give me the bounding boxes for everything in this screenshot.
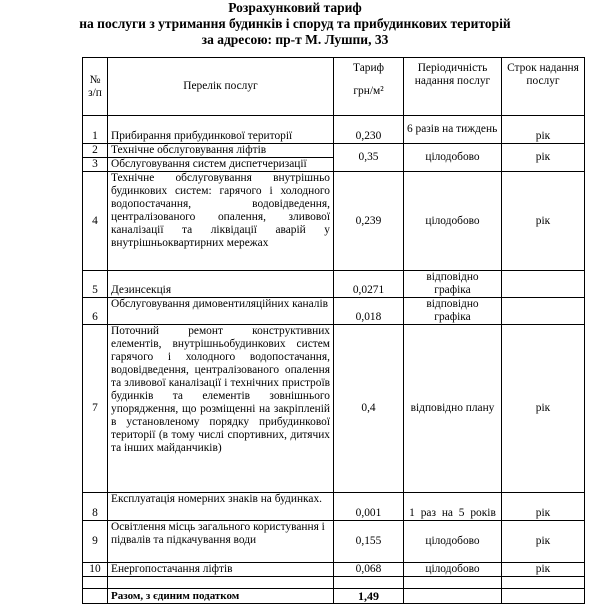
row-term: рік (502, 521, 585, 563)
header-frequency: Періодичність надання послуг (404, 58, 502, 116)
row-term: рік (502, 116, 585, 144)
row-num: 1 (83, 116, 108, 144)
row-service: Технічне обслуговування внутрішньо будинкових систем: гарячого і холодного водопостачання, водовідведення, централізованого опалення, зливової каналізації та ліквідації аварій у внутрішньоквартирних мережах (108, 172, 334, 271)
row-tariff: 0,001 (334, 493, 404, 521)
row-num: 4 (83, 172, 108, 271)
row-frequency: 1 раз на 5 років (404, 493, 502, 521)
row-num: 10 (83, 563, 108, 577)
header-services: Перелік послуг (108, 58, 334, 116)
row-tariff: 0,018 (334, 298, 404, 325)
row-term: рік (502, 325, 585, 493)
row-frequency: цілодобово (404, 563, 502, 577)
row-frequency: відповідно графіка (404, 298, 502, 325)
row-tariff: 0,239 (334, 172, 404, 271)
total-label: Разом, з єдиним податком (108, 589, 334, 604)
row-frequency: 6 разів на тиждень (404, 116, 502, 144)
header-tariff (334, 58, 404, 116)
row-service: Дезинсекція (108, 271, 334, 298)
row-term: рік (502, 563, 585, 577)
row-num: 9 (83, 521, 108, 563)
row-frequency: цілодобово (404, 521, 502, 563)
row-term: рік (502, 493, 585, 521)
row-service: Енергопостачання ліфтів (108, 563, 334, 577)
row-service: Прибирання прибудинкової території (108, 116, 334, 144)
row-num: 5 (83, 271, 108, 298)
row-num: 2 (83, 144, 108, 158)
header-num: № з/п (83, 58, 108, 116)
row-term: рік (502, 144, 585, 172)
row-term (502, 298, 585, 325)
document-address: за адресою: пр-т М. Лушпи, 33 (201, 32, 389, 47)
table-row (83, 116, 585, 144)
table-row (83, 172, 585, 271)
table-row-empty (83, 577, 585, 589)
row-tariff: 0,4 (334, 325, 404, 493)
row-tariff: 0,068 (334, 563, 404, 577)
row-tariff: 0,155 (334, 521, 404, 563)
row-service: Технічне обслуговування ліфтів (108, 144, 334, 158)
table-row (83, 493, 585, 521)
total-tariff: 1,49 (334, 589, 404, 604)
tariff-table (82, 57, 585, 604)
header-tariff-unit: грн/м² (353, 85, 384, 97)
row-num: 8 (83, 493, 108, 521)
row-num: 7 (83, 325, 108, 493)
row-service: Освітлення місць загального користування і підвалів та підкачування води (108, 521, 334, 563)
row-tariff: 0,230 (334, 116, 404, 144)
row-service: Експлуатація номерних знаків на будинках. (108, 493, 334, 521)
row-service: Поточний ремонт конструктивних елементів, внутрішньобудинкових систем гарячого і холодного водопостачання, водовідведення, централізованого опалення та зливової каналізації і технічних пристроїв будинків та елементів зовнішнього упорядження, що розміщенні на закріпленій в установленому порядку прибудинкової території (в тому числі спортивних, дитячих та інших майданчиків) (108, 325, 334, 493)
table-header-row (83, 58, 585, 116)
row-frequency: цілодобово (404, 172, 502, 271)
table-row (83, 325, 585, 493)
row-tariff: 0,0271 (334, 271, 404, 298)
row-num: 6 (83, 298, 108, 325)
table-row (83, 521, 585, 563)
row-term: рік (502, 172, 585, 271)
row-tariff: 0,35 (334, 144, 404, 172)
row-term (502, 271, 585, 298)
header-tariff-label: Тариф (353, 62, 384, 74)
table-row (83, 271, 585, 298)
row-num: 3 (83, 158, 108, 172)
table-row (83, 144, 585, 158)
document-title: Розрахунковий тариф (228, 0, 362, 15)
header-term: Строк надання послуг (502, 58, 585, 116)
row-frequency: відповідно плану (404, 325, 502, 493)
table-row (83, 298, 585, 325)
row-frequency: цілодобово (404, 144, 502, 172)
row-service: Обслуговування систем диспетчеризації (108, 158, 334, 172)
table-total-row (83, 589, 585, 604)
row-frequency: відповідно графіка (404, 271, 502, 298)
document-subtitle: на послуги з утримання будинків і споруд та прибудинкових територій (79, 16, 511, 31)
table-row (83, 563, 585, 577)
row-service: Обслуговування димовентиляційних каналів (108, 298, 334, 325)
